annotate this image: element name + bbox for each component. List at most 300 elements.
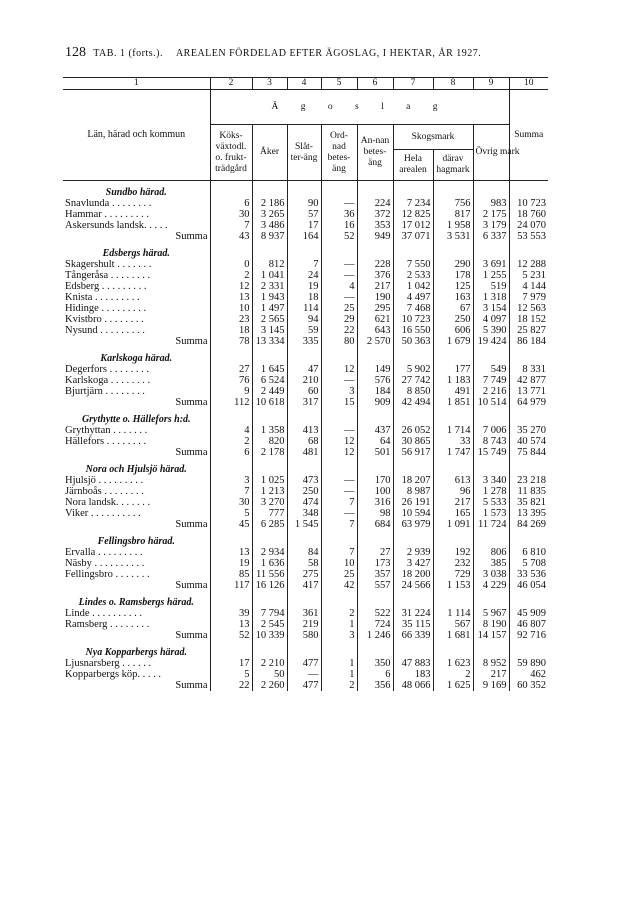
empty-cell [509,591,548,608]
section-header [63,347,548,364]
cell: 177 [433,364,473,375]
header-darav: därav hagmark [433,150,473,181]
empty-cell [473,181,509,199]
cell: 350 [357,658,393,669]
empty-cell [473,458,509,475]
sum-cell: 92 716 [509,630,548,641]
cell: 13 [210,292,252,303]
cell: 522 [357,608,393,619]
empty-cell [321,242,357,259]
cell: 2 545 [252,619,287,630]
cell: 376 [357,270,393,281]
cell: 26 052 [393,425,433,436]
cell: 10 723 [509,198,548,209]
cell: 18 200 [393,569,433,580]
col-num: 8 [433,78,473,90]
row-label: Tångeråsa . . . . . . . . [65,270,151,281]
header-skogsmark: Skogsmark [393,125,473,150]
section-header [63,591,548,608]
sum-cell: 9 169 [473,680,509,691]
empty-cell [393,242,433,259]
empty-cell [210,408,252,425]
row-label: Bjurtjärn . . . . . . . . [65,386,145,397]
section-title: Lindes o. Ramsbergs härad. [78,597,194,608]
cell: 184 [357,386,393,397]
cell: 232 [433,558,473,569]
cell: 1 [321,619,357,630]
cell: 25 827 [509,325,548,336]
empty-cell [252,641,287,658]
sum-cell: 356 [357,680,393,691]
cell: 13 [210,619,252,630]
cell: 1 025 [252,475,287,486]
cell: 2 [210,436,252,447]
row-label: Edsberg . . . . . . . . . [65,281,147,292]
cell: 275 [287,569,321,580]
cell: 2 210 [252,658,287,669]
sum-cell: 7 [321,519,357,530]
cell: 36 [321,209,357,220]
col-num: 10 [509,78,548,90]
sum-cell: 417 [287,580,321,591]
sum-cell: 335 [287,336,321,347]
cell: 25 [321,569,357,580]
cell: 756 [433,198,473,209]
sum-cell: 1 625 [433,680,473,691]
section-title: Karlskoga härad. [100,353,173,364]
cell: 812 [252,259,287,270]
summa-label: Summa [175,580,208,591]
section-title: Nya Kopparbergs härad. [85,647,187,658]
cell: 4 [210,425,252,436]
cell: 190 [357,292,393,303]
table-row [63,259,548,270]
cell: 3 427 [393,558,433,569]
cell: 8 331 [509,364,548,375]
cell: 94 [287,314,321,325]
empty-cell [473,408,509,425]
sum-cell: 86 184 [509,336,548,347]
empty-cell [210,242,252,259]
sum-cell: 52 [210,630,252,641]
col-num: 9 [473,78,509,90]
empty-cell [252,242,287,259]
sum-cell: 2 570 [357,336,393,347]
cell: — [321,375,357,386]
cell: 1 943 [252,292,287,303]
empty-cell [287,242,321,259]
cell: 18 207 [393,475,433,486]
sum-cell: 12 [321,447,357,458]
table-row [63,508,548,519]
cell: 2 565 [252,314,287,325]
cell: 30 [210,497,252,508]
row-label: Järnboås . . . . . . . . [65,486,144,497]
cell: 17 [287,220,321,231]
sum-cell: 8 937 [252,231,287,242]
section-title: Sundbo härad. [105,187,167,198]
cell: 1 714 [433,425,473,436]
cell: 3 [321,386,357,397]
section-header [63,242,548,259]
empty-cell [433,641,473,658]
cell: 4 497 [393,292,433,303]
column-number-row [63,78,548,90]
section-header [63,408,548,425]
table-row [63,497,548,508]
cell: 437 [357,425,393,436]
col-num: 4 [287,78,321,90]
sum-cell: 2 260 [252,680,287,691]
cell: 19 [210,558,252,569]
header-agoslag: Ä g o s l a g [210,90,509,125]
cell: 18 152 [509,314,548,325]
header-hela: Hela arealen [393,150,433,181]
section-header [63,530,548,547]
cell: 40 574 [509,436,548,447]
empty-cell [509,641,548,658]
sum-cell: 53 553 [509,231,548,242]
sum-cell: 15 [321,397,357,408]
empty-cell [287,530,321,547]
cell: 1 497 [252,303,287,314]
empty-cell [357,530,393,547]
cell: 30 [210,209,252,220]
cell: 125 [433,281,473,292]
cell: 46 807 [509,619,548,630]
cell: 5 231 [509,270,548,281]
cell: 35 115 [393,619,433,630]
cell: 10 [321,558,357,569]
cell: 11 835 [509,486,548,497]
cell: 18 [287,292,321,303]
cell: 39 [210,608,252,619]
cell: 820 [252,436,287,447]
cell: 219 [287,619,321,630]
row-label: Ljusnarsberg . . . . . . [65,658,152,669]
cell: 42 877 [509,375,548,386]
sum-cell: 52 [321,231,357,242]
empty-cell [321,591,357,608]
empty-cell [321,347,357,364]
row-label: Karlskoga . . . . . . . . [65,375,151,386]
summary-row [63,447,548,458]
summa-label: Summa [175,336,208,347]
empty-cell [252,408,287,425]
empty-cell [433,181,473,199]
cell: 173 [357,558,393,569]
cell: 57 [287,209,321,220]
cell: 210 [287,375,321,386]
sum-cell: 14 157 [473,630,509,641]
cell: 11 556 [252,569,287,580]
empty-cell [509,408,548,425]
table-row [63,364,548,375]
cell: 58 [287,558,321,569]
row-label: Ervalla . . . . . . . . . [65,547,143,558]
cell: 2 331 [252,281,287,292]
cell: 8 850 [393,386,433,397]
sum-cell: 37 071 [393,231,433,242]
cell: 2 [433,669,473,680]
empty-cell [321,181,357,199]
table-row [63,436,548,447]
cell: 7 979 [509,292,548,303]
cell: 621 [357,314,393,325]
cell: 295 [357,303,393,314]
empty-cell [287,347,321,364]
cell: 84 [287,547,321,558]
cell: 5 390 [473,325,509,336]
cell: 290 [433,259,473,270]
sum-cell: 60 352 [509,680,548,691]
cell: 30 865 [393,436,433,447]
cell: 163 [433,292,473,303]
cell: — [321,292,357,303]
cell: 100 [357,486,393,497]
cell: 3 270 [252,497,287,508]
cell: 217 [433,497,473,508]
page-number: 128 [65,45,86,60]
empty-cell [287,591,321,608]
cell: 50 [252,669,287,680]
cell: 5 [210,669,252,680]
row-label: Kvistbro . . . . . . . . [65,314,144,325]
empty-cell [473,242,509,259]
cell: 22 [321,325,357,336]
cell: 7 468 [393,303,433,314]
cell: 7 794 [252,608,287,619]
cell: 16 550 [393,325,433,336]
cell: 1 042 [393,281,433,292]
table-row [63,209,548,220]
sum-cell: 6 337 [473,231,509,242]
row-label: Knista . . . . . . . . . [65,292,140,303]
sum-cell: 1 246 [357,630,393,641]
table-row [63,375,548,386]
summary-row [63,580,548,591]
cell: 1 645 [252,364,287,375]
cell: 3 265 [252,209,287,220]
row-label: Hidinge . . . . . . . . . [65,303,147,314]
sum-cell: 56 917 [393,447,433,458]
empty-cell [393,641,433,658]
table-row [63,486,548,497]
cell: 47 [287,364,321,375]
empty-cell [473,530,509,547]
cell: 7 [210,486,252,497]
cell: 19 [287,281,321,292]
agoslag-row [63,90,548,125]
cell: 178 [433,270,473,281]
empty-cell [321,408,357,425]
section-title: Grythytte o. Hällefors h:d. [81,414,191,425]
cell: 224 [357,198,393,209]
cell: 96 [433,486,473,497]
row-label: Kopparbergs köp. . . . . [65,669,162,680]
sum-cell: 317 [287,397,321,408]
empty-cell [393,458,433,475]
cell: 5 902 [393,364,433,375]
sum-cell: 48 066 [393,680,433,691]
cell: 2 175 [473,209,509,220]
col-num: 3 [252,78,287,90]
empty-cell [393,181,433,199]
cell: 5 708 [509,558,548,569]
cell: 348 [287,508,321,519]
sum-cell: 909 [357,397,393,408]
empty-cell [393,530,433,547]
cell: — [321,270,357,281]
sum-cell: 66 339 [393,630,433,641]
cell: 2 [321,608,357,619]
cell: 2 939 [393,547,433,558]
cell: 27 [210,364,252,375]
cell: 7 [321,547,357,558]
sum-cell: 1 091 [433,519,473,530]
row-label: Grythyttan . . . . . . . [65,425,148,436]
sum-cell: 19 424 [473,336,509,347]
cell: 85 [210,569,252,580]
cell: 2 216 [473,386,509,397]
cell: 17 [210,658,252,669]
sum-cell: 6 285 [252,519,287,530]
cell: 170 [357,475,393,486]
section-header [63,641,548,658]
sum-cell: 63 979 [393,519,433,530]
cell: 3 340 [473,475,509,486]
cell: 114 [287,303,321,314]
cell: — [321,508,357,519]
cell: 2 533 [393,270,433,281]
cell: 385 [473,558,509,569]
summary-row [63,519,548,530]
header-koks: Köks-växtodl. o. frukt-trädgård [210,125,252,181]
sum-cell: 1 545 [287,519,321,530]
cell: 8 987 [393,486,433,497]
cell: 4 [321,281,357,292]
cell: 474 [287,497,321,508]
summa-label: Summa [175,519,208,530]
cell: 68 [287,436,321,447]
cell: 2 449 [252,386,287,397]
sum-cell: 1 851 [433,397,473,408]
sum-cell: 1 679 [433,336,473,347]
cell: 567 [433,619,473,630]
table-row [63,220,548,231]
row-label: Askersunds landsk. . . . . [65,220,168,231]
empty-cell [252,458,287,475]
summa-label: Summa [175,630,208,641]
sum-cell: 10 339 [252,630,287,641]
cell: 59 [287,325,321,336]
cell: 724 [357,619,393,630]
empty-cell [509,242,548,259]
cell: 1 [321,669,357,680]
table-row [63,303,548,314]
empty-cell [473,591,509,608]
cell: 35 270 [509,425,548,436]
sum-cell: 477 [287,680,321,691]
empty-cell [433,458,473,475]
cell: 45 909 [509,608,548,619]
cell: 316 [357,497,393,508]
sum-cell: 42 494 [393,397,433,408]
sum-cell: 684 [357,519,393,530]
cell: 3 [210,475,252,486]
cell: 12 [321,436,357,447]
row-label: Skagershult . . . . . . . [65,259,152,270]
cell: 13 395 [509,508,548,519]
cell: 18 [210,325,252,336]
header-aker: Åker [252,125,287,181]
section-title: Edsbergs härad. [102,248,170,259]
cell: 613 [433,475,473,486]
col-num: 6 [357,78,393,90]
cell: 3 145 [252,325,287,336]
cell: 477 [287,658,321,669]
empty-cell [393,408,433,425]
sum-cell: 10 514 [473,397,509,408]
cell: — [321,259,357,270]
sum-cell: 6 [210,447,252,458]
row-label: Näsby . . . . . . . . . . [65,558,145,569]
row-label: Hjulsjö . . . . . . . . . [65,475,144,486]
table-row [63,270,548,281]
cell: 35 821 [509,497,548,508]
cell: 149 [357,364,393,375]
cell: 24 070 [509,220,548,231]
table-row [63,325,548,336]
sum-cell: 50 363 [393,336,433,347]
summary-row [63,231,548,242]
cell: 6 [357,669,393,680]
sum-cell: 64 979 [509,397,548,408]
sum-cell: 43 [210,231,252,242]
area-table [63,77,548,691]
empty-cell [357,242,393,259]
sum-cell: 46 054 [509,580,548,591]
cell: 817 [433,209,473,220]
summary-row [63,680,548,691]
header-ordnad: Ord-nad betes-äng [321,125,357,181]
sum-cell: 22 [210,680,252,691]
empty-cell [509,347,548,364]
cell: 183 [393,669,433,680]
cell: 8 952 [473,658,509,669]
cell: 6 524 [252,375,287,386]
page-header [65,44,481,61]
cell: — [321,475,357,486]
table-row [63,425,548,436]
cell: 361 [287,608,321,619]
empty-cell [357,591,393,608]
sum-cell: 11 724 [473,519,509,530]
cell: 7 006 [473,425,509,436]
sum-cell: 501 [357,447,393,458]
cell: 2 [210,270,252,281]
row-label: Degerfors . . . . . . . . [65,364,149,375]
cell: 10 594 [393,508,433,519]
cell: 29 [321,314,357,325]
cell: 1 358 [252,425,287,436]
sum-cell: 45 [210,519,252,530]
empty-cell [210,347,252,364]
sum-cell: 1 153 [433,580,473,591]
cell: 3 691 [473,259,509,270]
cell: 1 573 [473,508,509,519]
cell: 6 810 [509,547,548,558]
